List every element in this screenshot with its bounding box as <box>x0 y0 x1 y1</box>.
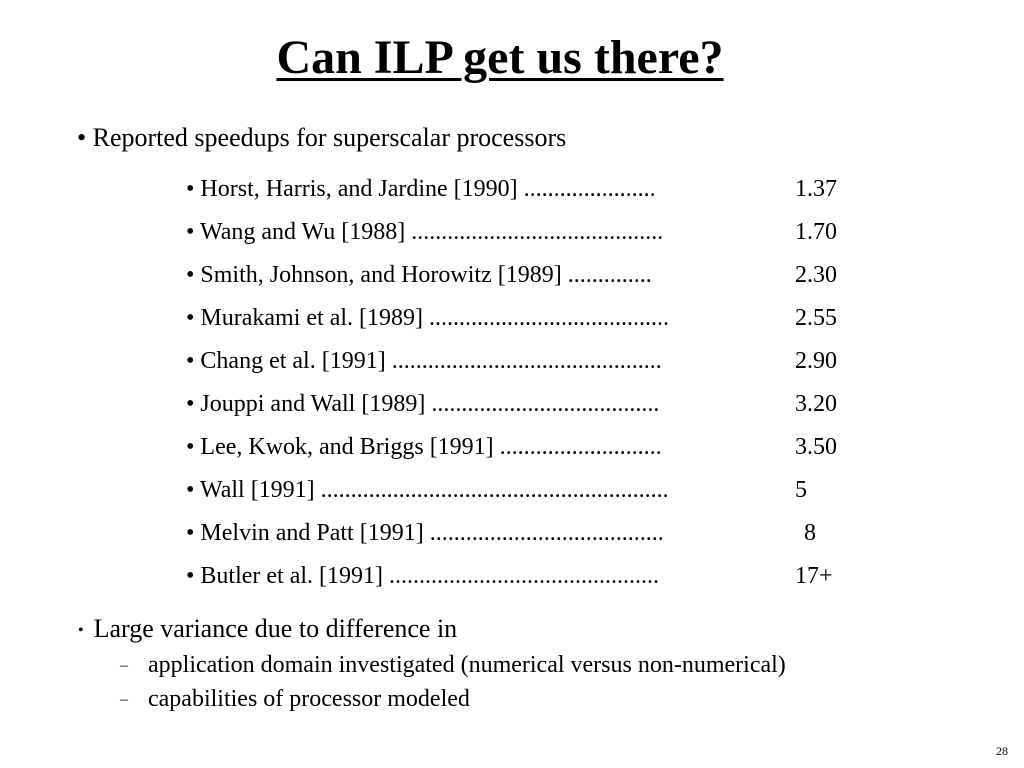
speedup-value: 17+ <box>795 563 833 589</box>
dash-marker: – <box>120 691 128 709</box>
list-item <box>186 473 866 516</box>
speedup-entry: • Melvin and Patt [1991] ....................................... <box>186 520 664 546</box>
list-item <box>186 387 866 430</box>
bullet-marker: • <box>78 622 84 640</box>
speedup-entry: • Butler et al. [1991] ............................................. <box>186 563 660 589</box>
speedup-entry: • Murakami et al. [1989] ........................................ <box>186 305 669 331</box>
bullet-reported-speedups: • Reported speedups for superscalar processors <box>77 123 567 152</box>
dash-marker: – <box>120 657 128 675</box>
sub-item-application-domain <box>120 650 786 681</box>
list-item <box>186 430 866 473</box>
speedup-list <box>186 172 866 602</box>
list-item <box>186 172 866 215</box>
list-item <box>186 559 866 602</box>
speedup-value: 8 <box>804 520 816 546</box>
speedup-value: 3.50 <box>795 434 837 460</box>
speedup-value: 2.90 <box>795 348 837 374</box>
bullet-text: Large variance due to difference in <box>93 614 458 643</box>
speedup-value: 1.37 <box>795 176 837 202</box>
speedup-value: 2.30 <box>795 262 837 288</box>
speedup-value: 1.70 <box>795 219 837 245</box>
speedup-entry: • Chang et al. [1991] ............................................. <box>186 348 662 374</box>
list-item <box>186 301 866 344</box>
speedup-entry: • Lee, Kwok, and Briggs [1991] ........................... <box>186 434 662 460</box>
speedup-entry: • Smith, Johnson, and Horowitz [1989] .............. <box>186 262 652 288</box>
page-number: 28 <box>996 744 1008 758</box>
speedup-entry: • Wang and Wu [1988] .......................................... <box>186 219 664 245</box>
speedup-entry: • Wall [1991] .......................................................... <box>186 477 669 503</box>
speedup-value: 5 <box>795 477 807 503</box>
list-item <box>186 258 866 301</box>
speedup-entry: • Horst, Harris, and Jardine [1990] ...................... <box>186 176 656 202</box>
speedup-entry: • Jouppi and Wall [1989] ...................................... <box>186 391 660 417</box>
speedup-value: 3.20 <box>795 391 837 417</box>
bullet-large-variance <box>78 612 457 648</box>
sub-item-processor-capabilities <box>120 684 470 715</box>
list-item <box>186 516 866 559</box>
speedup-value: 2.55 <box>795 305 837 331</box>
slide-title: Can ILP get us there? <box>276 31 724 84</box>
sub-item-text: application domain investigated (numerical versus non-numerical) <box>148 652 786 678</box>
list-item <box>186 344 866 387</box>
sub-item-text: capabilities of processor modeled <box>148 686 470 712</box>
list-item <box>186 215 866 258</box>
